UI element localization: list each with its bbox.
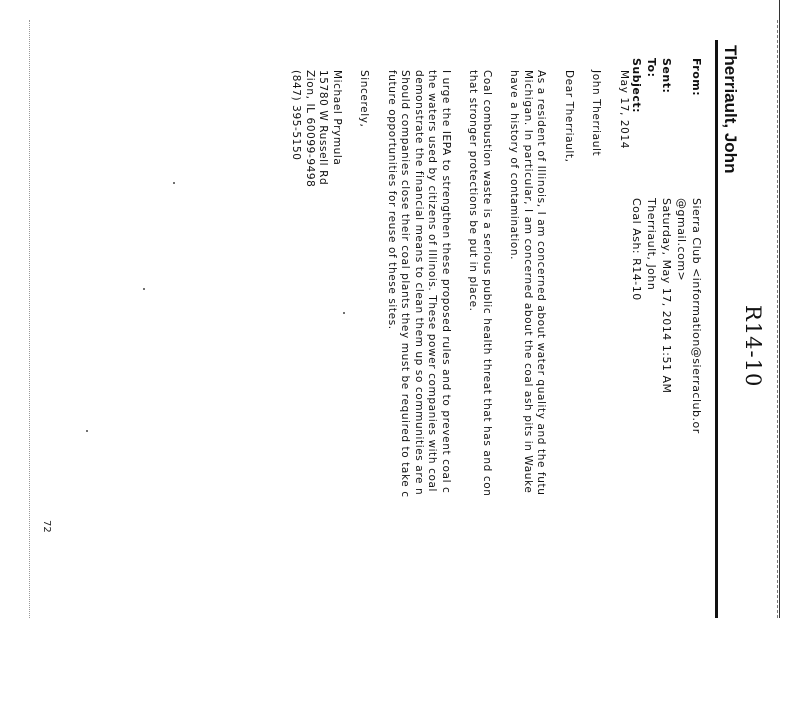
from-value: Sierra Club <information@sierraclub.or @gmail.com> bbox=[675, 198, 703, 434]
subject-row bbox=[629, 58, 644, 434]
paragraph-3-line: demonstrate the financial means to clean them up so communities are n bbox=[413, 70, 425, 496]
signature-block bbox=[289, 70, 343, 710]
paragraph-3-line: the waters used by citizens of Illinois. These power companies with coal bbox=[426, 70, 439, 493]
sent-row bbox=[659, 58, 674, 434]
subject-value: Coal Ash: R14-10 bbox=[630, 198, 643, 301]
to-value: Therriault, John bbox=[645, 198, 658, 291]
signature-name: Michael Prymula bbox=[331, 70, 343, 166]
paragraph-3-line: Should companies close their coal plants they must be required to take c bbox=[399, 70, 412, 498]
letter-date: May 17, 2014 bbox=[618, 70, 630, 150]
sent-value: Saturday, May 17, 2014 1:51 AM bbox=[660, 198, 673, 394]
scan-speck bbox=[173, 182, 175, 184]
subject-label: Subject: bbox=[630, 58, 643, 114]
signature-phone: (847) 395-5150 bbox=[290, 70, 303, 161]
paragraph-2-line: that stronger protections be put in place. bbox=[467, 70, 480, 312]
paragraph-2 bbox=[466, 70, 493, 710]
sent-label: Sent: bbox=[660, 58, 673, 94]
docket-stamp: R14-10 bbox=[741, 305, 765, 388]
paragraph-1-line: have a history of contamination. bbox=[508, 70, 521, 261]
paragraph-3-line: I urge the IEPA to strengthen these proposed rules and to prevent coal c bbox=[440, 70, 452, 494]
paragraph-1 bbox=[507, 70, 548, 710]
sender-name-rule bbox=[715, 40, 718, 618]
from-row bbox=[674, 58, 704, 434]
sender-name-heading: Therriault, John bbox=[721, 45, 740, 174]
paragraph-1-line: Michigan. In particular, I am concerned about the coal ash pits in Wauke bbox=[522, 70, 534, 494]
from-label: From: bbox=[690, 58, 703, 97]
paragraph-3 bbox=[385, 70, 453, 710]
scan-speck bbox=[143, 288, 145, 290]
scan-edge-bottom bbox=[29, 20, 30, 618]
scan-speck bbox=[343, 312, 345, 314]
scan-edge-top bbox=[777, 20, 778, 618]
email-header-fields bbox=[629, 58, 704, 434]
paragraph-3-line: future opportunities for reuse of these sites. bbox=[386, 70, 398, 330]
paragraph-1-line: As a resident of Illinois, I am concerned about water quality and the futu bbox=[535, 70, 548, 496]
signature-city: Zion, IL 60099-9498 bbox=[304, 70, 316, 188]
to-label: To: bbox=[645, 58, 658, 78]
letter-greeting: Dear Therriault, bbox=[563, 70, 575, 163]
letter-closing: Sincerely, bbox=[358, 70, 371, 128]
paragraph-2-line: Coal combustion waste is a serious public health threat that has and con bbox=[481, 70, 493, 497]
to-row bbox=[644, 58, 659, 434]
letter-recipient: John Therriault bbox=[590, 70, 603, 157]
header-rule bbox=[779, 0, 780, 618]
signature-street: 15780 W Russell Rd bbox=[317, 70, 330, 186]
scan-speck bbox=[86, 430, 88, 432]
page-number: 72 bbox=[41, 520, 52, 533]
letter-body bbox=[275, 70, 630, 710]
